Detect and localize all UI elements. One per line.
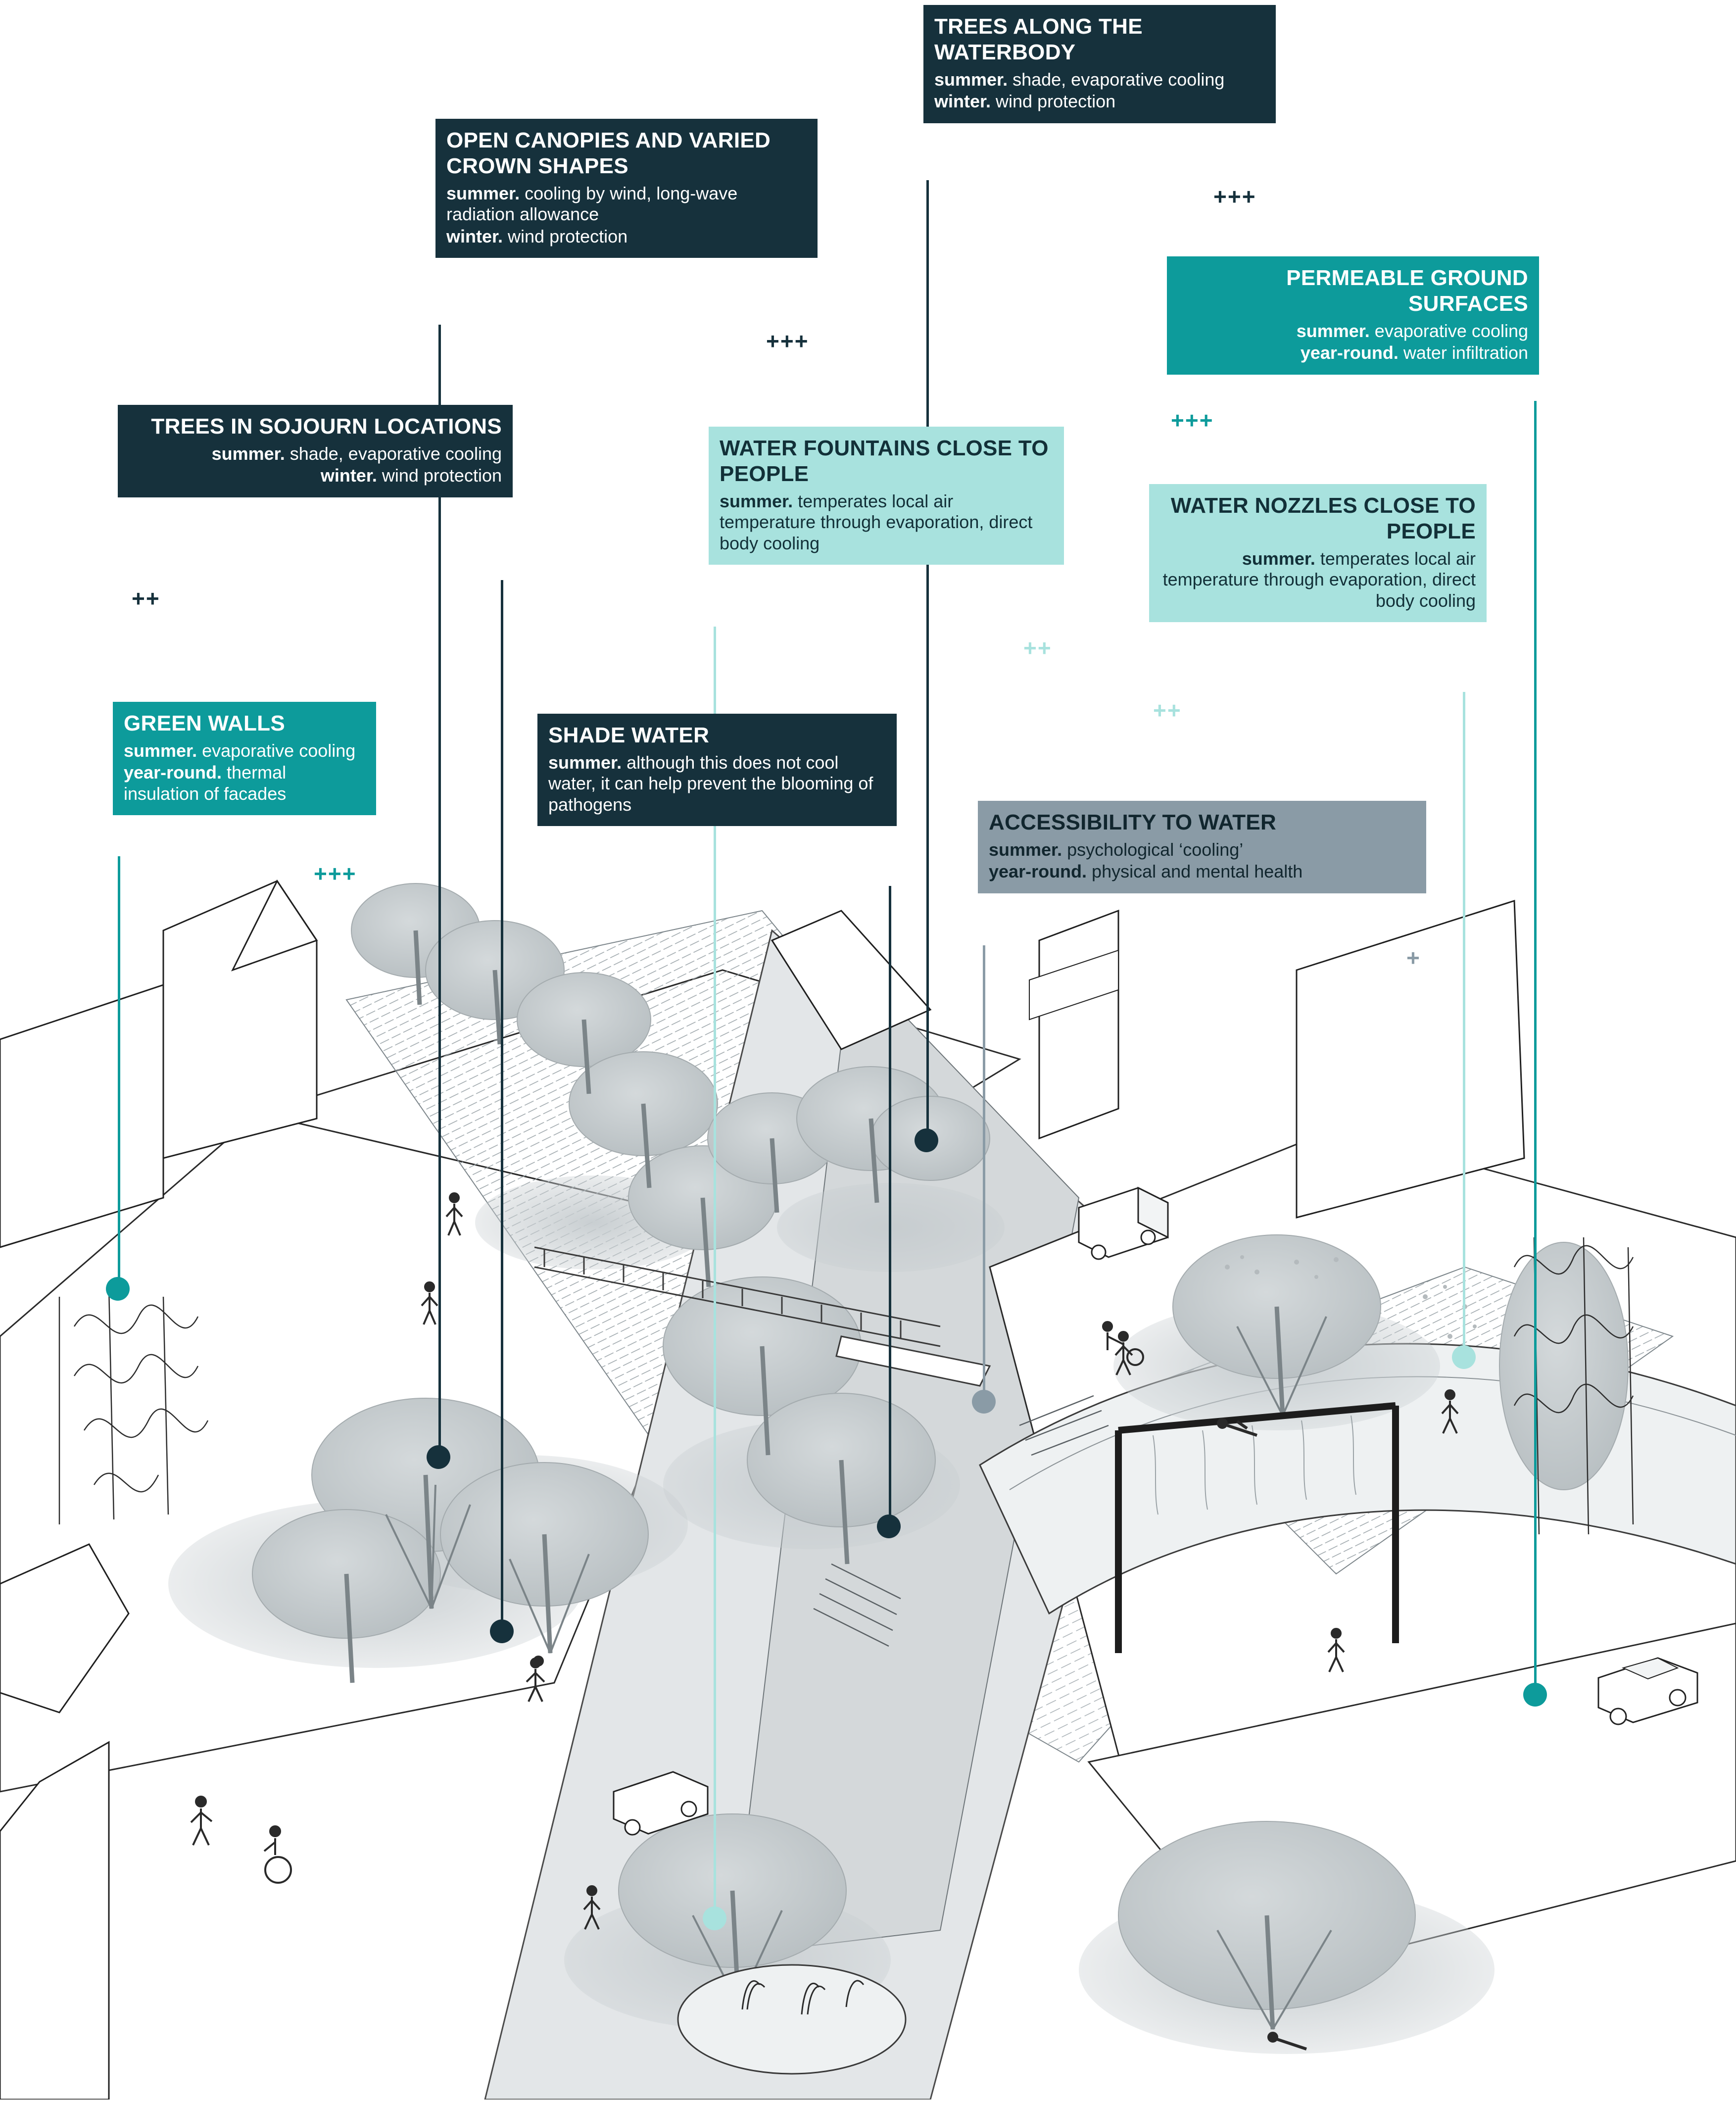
callout-line-summer: summer. evaporative cooling (124, 740, 356, 761)
rating-green-walls: +++ (314, 861, 357, 886)
anchor-dot-green-walls (106, 1277, 130, 1301)
anchor-dot-trees-along-the-waterbody (915, 1128, 938, 1152)
callout-line-winter: winter. wind protection (320, 465, 502, 486)
callout-accessibility-to-water[interactable] (978, 801, 1426, 893)
callout-line-summer: summer. evaporative cooling (1296, 320, 1528, 341)
callout-title: WATER FOUNTAINS CLOSE TO PEOPLE (720, 436, 1049, 486)
callout-line-winter: winter. wind protection (446, 226, 628, 246)
person-sitting (534, 1657, 543, 1665)
callout-shade-water[interactable] (537, 714, 897, 826)
callout-title: OPEN CANOPIES AND VARIED CROWN SHAPES (446, 128, 771, 178)
callout-title: WATER NOZZLES CLOSE TO PEOPLE (1170, 493, 1476, 543)
leader-permeable-ground-surfaces (1534, 401, 1537, 1698)
callout-water-fountains-close-to-people[interactable] (709, 427, 1064, 565)
person-wheelchair (264, 1826, 291, 1883)
callout-line-year-round: year-round. thermal insulation of facades (124, 762, 287, 804)
rating-trees-in-sojourn-locations: ++ (132, 586, 160, 611)
callout-open-canopies-and-varied-crown-shapes[interactable] (435, 119, 818, 258)
anchor-dot-water-fountains (703, 1906, 726, 1930)
rating-open-canopies: +++ (766, 328, 809, 354)
leader-trees-in-sojourn-locations (501, 580, 503, 1634)
callout-trees-in-sojourn-locations[interactable] (118, 405, 513, 497)
anchor-dot-water-nozzles (1452, 1345, 1476, 1369)
callout-line-summer: summer. temperates local air temperature through evaporation, direct body cooling (1162, 548, 1476, 611)
callout-line-summer: summer. shade, evaporative cooling (934, 69, 1225, 90)
anchor-dot-shade-water (877, 1515, 901, 1538)
anchor-dot-open-canopies (427, 1445, 450, 1469)
callout-permeable-ground-surfaces[interactable] (1167, 256, 1539, 375)
callout-line-summer: summer. psychological ‘cooling’ (989, 839, 1244, 860)
rating-trees-along-the-waterbody: +++ (1213, 184, 1256, 209)
callout-line-year-round: year-round. physical and mental health (989, 861, 1303, 882)
callout-line-summer: summer. although this does not cool water, it can help prevent the blooming of pathogens (548, 752, 873, 815)
rating-water-fountains: ++ (1023, 635, 1052, 661)
callout-title: SHADE WATER (548, 723, 710, 747)
callout-title: GREEN WALLS (124, 711, 285, 735)
rain-garden (678, 1965, 906, 2074)
leader-accessibility-to-water (983, 945, 985, 1406)
anchor-dot-accessibility-to-water (972, 1390, 996, 1414)
callout-line-summer: summer. temperates local air temperature through evaporation, direct body cooling (720, 490, 1033, 553)
callout-line-winter: winter. wind protection (934, 91, 1116, 112)
callout-trees-along-the-waterbody[interactable] (923, 5, 1276, 123)
rating-permeable-ground-surfaces: +++ (1171, 407, 1214, 433)
anchor-dot-permeable-ground-surfaces (1523, 1683, 1547, 1707)
leader-green-walls (118, 856, 120, 1292)
rating-water-nozzles: ++ (1153, 697, 1182, 723)
leader-shade-water (889, 886, 891, 1529)
anchor-dot-trees-in-sojourn-locations (490, 1619, 514, 1643)
callout-title: TREES ALONG THE WATERBODY (934, 14, 1143, 64)
callout-green-walls[interactable] (113, 702, 376, 815)
leader-trees-along-the-waterbody (926, 180, 929, 1150)
callout-water-nozzles-close-to-people[interactable] (1149, 484, 1487, 622)
callout-line-summer: summer. cooling by wind, long-wave radiation allowance (446, 183, 738, 225)
leader-water-nozzles (1463, 692, 1465, 1360)
callout-title: ACCESSIBILITY TO WATER (989, 810, 1277, 834)
callout-title: PERMEABLE GROUND SURFACES (1286, 266, 1528, 316)
callout-title: TREES IN SOJOURN LOCATIONS (151, 414, 502, 439)
callout-line-year-round: year-round. water infiltration (1300, 342, 1528, 363)
callout-line-summer: summer. shade, evaporative cooling (211, 443, 502, 464)
rating-accessibility-to-water: + (1406, 945, 1421, 971)
